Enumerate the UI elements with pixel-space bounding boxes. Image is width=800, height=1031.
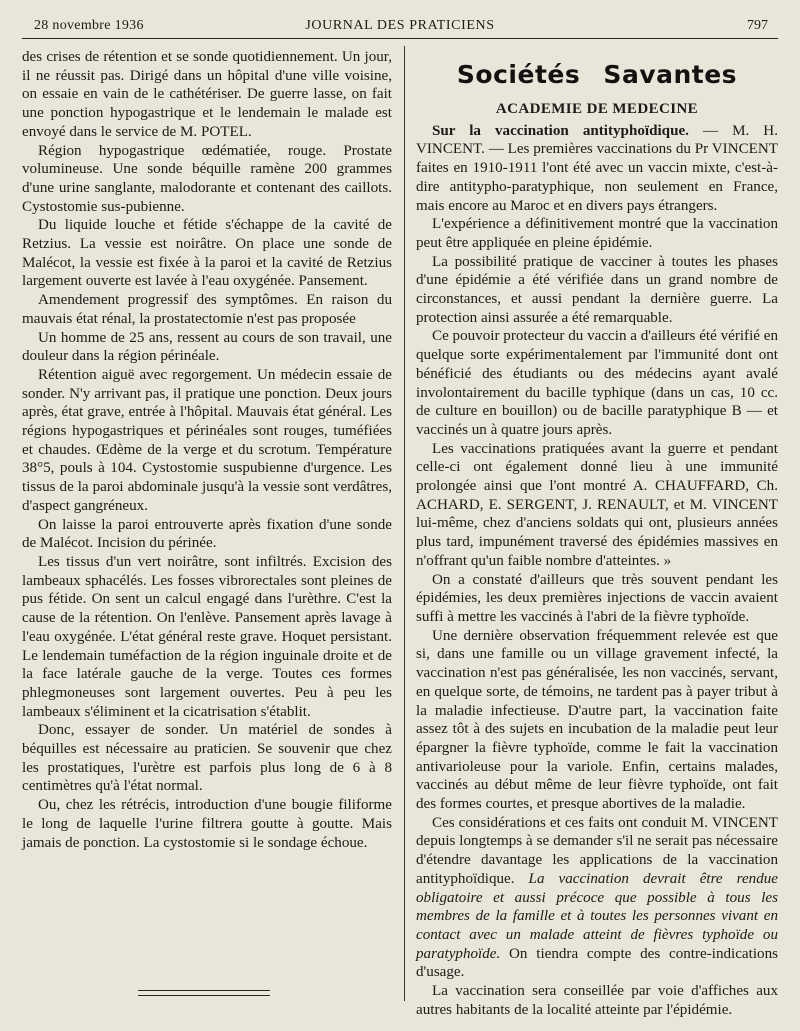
paragraph: Rétention aiguë avec regorgement. Un médecin essaie de sonder. N'y arrivant pas, il pratique une ponction. Deux jours après, état grave, entrée à l'hôpital. Mauvais état général. Les régions hypogastriques et périnéales sont rouges, tuméfiées et chaudes. Œdème de la verge et du scrotum. Température 38°5, pouls à 104. Cystostomie suspubienne d'urgence. Les tissus de la paroi abdominale jusqu'à la vessie sont verdâtres, d'aspect gangréneux.: [22, 366, 392, 514]
paragraph: [416, 122, 778, 216]
section-title: Sociétés Savantes: [456, 60, 738, 89]
italic-recommendation: La vaccination devrait être rendue obligatoire et aussi précoce que possible à tous les membres de la famille et à toutes les personnes vivant en contact avec un malade atteint de fièvres typhoïde ou paratyphoïde.: [416, 870, 778, 962]
article-subject: Sur la vaccination antityphoïdique.: [432, 122, 689, 139]
journal-title: JOURNAL DES PRATICIENS: [305, 18, 495, 33]
issue-date: 28 novembre 1936: [34, 18, 144, 33]
paragraph: On a constaté d'ailleurs que très souvent pendant les épidémies, les deux premières injections de vaccin avaient suffi à mettre les vaccinés à l'abri de la fièvre typhoïde.: [416, 571, 778, 625]
left-column: [22, 48, 392, 852]
paragraph: Les vaccinations pratiquées avant la guerre et pendant celle-ci ont également donné lieu à une immunité prolongée ainsi que l'ont montré A. CHAUFFARD, Ch. ACHARD, E. SERGENT, J. RENAULT, et M. VINCENT lui-même, chez d'anciens soldats qui ont, plusieurs années plus tard, impunément traversé des épidémies massives en n'offrant qu'un faible nombre d'atteintes. »: [416, 440, 778, 569]
paragraph-text: — M. H. VINCENT. — Les premières vaccinations du Pr VINCENT faites en 1910-1911 l'ont été avec un vaccin mixte, c'est-à-dire antitypho-paratyphique, non seulement en France, mais encore au Maroc et en divers pays étrangers.: [416, 122, 778, 214]
academy-heading: ACADEMIE DE MEDECINE: [495, 101, 699, 117]
paragraph: Ce pouvoir protecteur du vaccin a d'ailleurs été vérifié en quelque sorte expérimentalement par l'immunité dont ont bénéficié des étudiants ou des médecins ayant avalé involontairement du bacille typhique (dans un cas, 10 cc. de culture en bouillon) ou de bacille paratyphique B — et vaccinés un à quatre jours après.: [416, 328, 778, 438]
paragraph-text: On tiendra compte des contre-indications d'usage.: [416, 945, 778, 981]
paragraph: Région hypogastrique œdématiée, rouge. Prostate volumineuse. Une sonde béquille ramène 200 grammes d'une urine sanglante, malodorante et contenant des caillots. Cystostomie sus-pubienne.: [22, 142, 392, 215]
paragraph: Un homme de 25 ans, ressent au cours de son travail, une douleur dans la région périnéale.: [22, 329, 392, 365]
column-divider: [404, 46, 405, 1001]
paragraph: La vaccination sera conseillée par voie d'affiches aux autres habitants de la localité atteinte par l'épidémie.: [416, 983, 778, 1018]
running-header: [22, 14, 778, 39]
paragraph: On laisse la paroi entrouverte après fixation d'une sonde de Malécot. Incision du périnée.: [22, 516, 392, 552]
end-of-article-rule: [138, 990, 270, 996]
paragraph: Donc, essayer de sonder. Un matériel de sondes à béquilles est nécessaire au praticien. Se souvenir que chez les prostatiques, l'urètre est parfois plus long de 6 à 8 centimètres qu'à l'état normal.: [22, 722, 392, 795]
paragraph: Ou, chez les rétrécis, introduction d'une bougie filiforme le long de laquelle l'urine filtrera goutte à goutte. Mais jamais de ponction. La cystostomie si le sondage échoue.: [22, 797, 392, 851]
paragraph: La possibilité pratique de vacciner à toutes les phases d'une épidémie a été vérifiée dans un grand nombre de circonstances, et aussi pendant la dernière guerre. La protection ainsi assurée a été remarquable.: [416, 253, 778, 326]
paragraph: des crises de rétention et se sonde quotidiennement. Un jour, il ne réussit pas. Dirigé dans un hôpital d'une ville voisine, on essaie en vain de le cathétériser. De guerre lasse, on fait une ponction hypogastrique et le lendemain le malade est envoyé dans le service de M. POTEL.: [22, 49, 392, 140]
paragraph: [416, 814, 778, 982]
paragraph: Amendement progressif des symptômes. En raison du mauvais état rénal, la prostatectomie n'est pas proposée: [22, 292, 392, 327]
page-number: 797: [747, 18, 768, 33]
paragraph: Les tissus d'un vert noirâtre, sont infiltrés. Excision des lambeaux sphacélés. Les fosses vibrorectales sont pleines de pus fétide. On sent un calcul engagé dans l'urèthre. C'est la cause de la rétention. On l'enlève. Pansement après lavage à l'eau oxygénée. L'état général reste grave. Hoquet persistant. Le lendemain tuméfaction de la région inguinale droite et de la face latérale gauche de la verge. Toutes ces formes phlegmoneuses sont largement ouvertes. Peu à peu les lambeaux s'éliminent et la cicatrisation s'établit.: [22, 553, 392, 720]
paragraph: L'expérience a définitivement montré que la vaccination peut être appliquée en pleine épidémie.: [416, 216, 778, 251]
right-column: [416, 48, 778, 1019]
paragraph: Du liquide louche et fétide s'échappe de la cavité de Retzius. La vessie est noirâtre. On place une sonde de Malécot, la vessie est fixée à la paroi et la cavité de Retzius largement ouverte est lavée à l'eau oxygénée. Pansement.: [22, 217, 392, 290]
paragraph-text: Ces considérations et ces faits ont conduit M. VINCENT depuis longtemps à se demander s'il ne serait pas nécessaire d'étendre davantage les applications de la vaccination antityphoïdique.: [416, 814, 778, 887]
paragraph: Une dernière observation fréquemment relevée est que si, dans une famille ou un village gravement infecté, la vaccination n'est pas généralisée, les non vaccinés, servant, en quelque sorte, de témoins, ne tardent pas à payer tribut à la maladie infectieuse. D'autre part, la vaccination faite assez tôt à des sujets en incubation de la maladie peut leur épargner la fièvre typhoïde, comme le fait la vaccination antivarioleuse pour la variole. Enfin, certains malades, vaccinés au début même de leur fièvre typhoïde, ont fait des formes courtes, et presque abortives de la maladie.: [416, 627, 778, 813]
